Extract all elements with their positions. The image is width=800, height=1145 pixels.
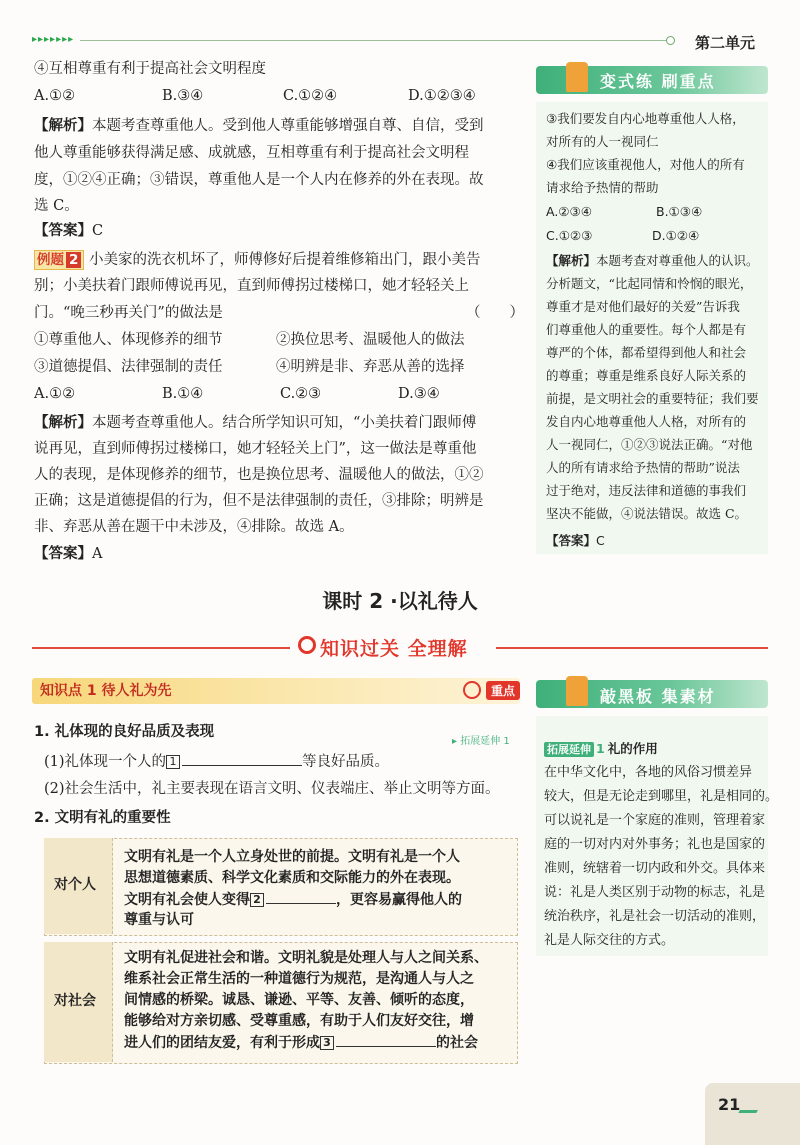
header-arrows: ▸▸▸▸▸▸▸ [32, 34, 75, 45]
analysis-2-line-4: 正确；这是道德提倡的行为，但不是法律强制的责任，③排除；明辨是 [34, 493, 484, 509]
ex2-choice-4: ④明辨是非、弃恶从善的选择 [276, 359, 465, 375]
page-number: 21 [718, 1095, 741, 1114]
blank-number-3: 3 [320, 1036, 334, 1050]
side1-analysis-1: 【解析】本题考查对尊重他人的认识。 [546, 253, 759, 268]
row-label-individual: 对个人 [54, 877, 96, 893]
option-b-2: B.①④ [162, 386, 204, 402]
answer-2: 【答案】A [34, 545, 103, 562]
analysis-tag: 【解析】 [34, 117, 92, 134]
side1-line-4: 请求给予热情的帮助 [546, 180, 659, 195]
side2-line-2: 较大，但是无论走到哪里，礼是相同的。 [544, 789, 779, 804]
section-2-title: 2. 文明有礼的重要性 [34, 810, 171, 826]
fill-blank-3 [336, 1032, 436, 1047]
side1-line-1: ③我们要发自内心地尊重他人人格， [546, 111, 745, 126]
row2-line-1: 文明有礼促进社会和谐。文明礼貌是处理人与人之间关系、 [124, 950, 488, 966]
row1-line-3: 文明有礼会使人变得 2 ，更容易赢得他人的 [124, 889, 462, 911]
side1-line-2: 对所有的人一视同仁 [546, 134, 659, 149]
example-2-line-1: 例题 2 小美家的洗衣机坏了，师傅修好后提着维修箱出门，跟小美告 [34, 247, 481, 273]
row2-line-4: 能够给对方亲切感、受尊重感，有助于人们友好交往，增 [124, 1013, 474, 1029]
row2-line-5: 进人们的团结友爱，有利于形成 3 的社会 [124, 1032, 478, 1054]
option-line-4: ④互相尊重有利于提高社会文明程度 [34, 61, 266, 77]
analysis-2-line-2: 说再见，直到师傅拐过楼梯口，她才轻轻关上门”，这一做法是尊重他 [34, 441, 477, 457]
option-c-1: C.①②④ [283, 88, 338, 104]
side2-line-4: 庭的一切对内对外事务；礼也是国家的 [544, 837, 766, 852]
ext-title-line: 拓展延伸 1 礼的作用 [544, 738, 658, 761]
side1-option-d: D.①②④ [652, 228, 700, 243]
section-1-title: 1. 礼体现的良好品质及表现 [34, 724, 215, 740]
header-rule [80, 40, 670, 41]
ex2-choice-1: ①尊重他人、体现修养的细节 [34, 332, 223, 348]
character-icon [566, 62, 588, 92]
option-b-1: B.③④ [162, 88, 204, 104]
page-corner [705, 1083, 800, 1145]
side1-analysis-3: 尊重才是对他们最好的关爱”告诉我 [546, 299, 740, 314]
row-label-society: 对社会 [54, 993, 96, 1009]
example-2-line-3: 门。“晚三秒再关门”的做法是 [34, 305, 223, 321]
lesson-title: 课时 2 ·以礼待人 [322, 589, 478, 613]
analysis-1-line-1: 【解析】本题考查尊重他人。受到他人尊重能够增强自尊、自信，受到 [34, 117, 484, 134]
side1-analysis-2: 分析题文，“比起同情和怜悯的眼光， [546, 276, 753, 291]
side2-line-5: 准则，统辖着一切内政和外交。具体来 [544, 861, 766, 876]
side-title-blackboard: 敲黑板 集素材 [600, 687, 716, 706]
row2-line-3: 间情感的桥梁。诚恳、谦逊、平等、友善、倾听的态度， [124, 992, 474, 1008]
blank-number-1: 1 [166, 755, 180, 769]
unit-title: 第二单元 [695, 34, 756, 52]
sec1-line-2: (2)社会生活中，礼主要表现在语言文明、仪表端庄、举止文明等方面。 [44, 781, 500, 797]
side1-analysis-8: 发自内心地尊重他人人格，对所有的 [546, 414, 747, 429]
side1-analysis-10: 人的所有请求给予热情的帮助”说法 [546, 460, 740, 475]
side-title-practice: 变式练 刷重点 [600, 72, 716, 91]
sec1-line-1: (1)礼体现一个人的 1 等良好品质。 [44, 749, 389, 775]
analysis-2-line-3: 人的表现，是体现修养的细节，也是换位思考、温暖他人的做法，①② [34, 467, 484, 483]
key-point-badge: 重点 [486, 681, 520, 700]
analysis-1-line-3: 度，①②④正确；③错误，尊重他人是一个人内在修养的外在表现。故 [34, 172, 484, 188]
knowledge-point-label: 知识点 1 待人礼为先 [40, 683, 172, 699]
side1-analysis-7: 前提，是文明社会的重要特征；我们要 [546, 391, 759, 406]
option-d-2: D.③④ [398, 386, 440, 402]
option-a-1: A.①② [34, 88, 76, 104]
option-a-2: A.①② [34, 386, 76, 402]
side1-analysis-11: 过于绝对，违反法律和道德的事我们 [546, 483, 747, 498]
side1-analysis-6: 的尊重；尊重是维系良好人际关系的 [546, 368, 747, 383]
fill-blank-1 [182, 751, 302, 766]
side1-analysis-12: 坚决不能做，④说法错误。故选 C。 [546, 506, 748, 521]
row1-line-1: 文明有礼是一个人立身处世的前提。文明有礼是一个人 [124, 849, 460, 865]
row1-line-4: 尊重与认可 [124, 912, 194, 928]
character-icon [566, 676, 588, 706]
side1-line-3: ④我们应该重视他人，对他人的所有 [546, 157, 745, 172]
side2-line-1: 在中华文化中，各地的风俗习惯差异 [544, 765, 753, 780]
extension-tag: ▸ 拓展延伸 1 [452, 736, 510, 747]
side2-line-6: 说：礼是人类区别于动物的标志，礼是 [544, 885, 766, 900]
ex2-choice-2: ②换位思考、温暖他人的做法 [276, 332, 465, 348]
analysis-1-line-4: 选 C。 [34, 198, 79, 214]
row2-line-2: 维系社会正常生活的一种道德行为规范，是沟通人与人之 [124, 971, 474, 987]
ex2-choice-3: ③道德提倡、法律强制的责任 [34, 359, 223, 375]
header-dot-icon [666, 36, 675, 45]
side1-option-b: B.①③④ [656, 204, 703, 219]
analysis-2-line-1: 【解析】本题考查尊重他人。结合所学知识可知，“小美扶着门跟师傅 [34, 414, 477, 431]
answer-1: 【答案】C [34, 222, 104, 239]
side1-option-a: A.②③④ [546, 204, 592, 219]
side1-analysis-4: 们尊重他人的重要性。每个人都是有 [546, 322, 747, 337]
analysis-1-line-2: 他人尊重能够获得满足感、成就感，互相尊重有利于提高社会文明程 [34, 145, 469, 161]
banner-title: 知识过关 全理解 [320, 638, 468, 660]
side1-analysis-5: 尊严的个体，都希望得到他人和社会 [546, 345, 747, 360]
target-icon [463, 681, 481, 699]
row1-line-2: 思想道德素质、科学文化素质和交际能力的外在表现。 [124, 870, 460, 886]
option-d-1: D.①②③④ [408, 88, 476, 104]
extension-badge: 拓展延伸 [544, 742, 594, 757]
side1-analysis-9: 人一视同仁，①②③说法正确。“对他 [546, 437, 753, 452]
analysis-2-line-5: 非、弃恶从善在题干中未涉及，④排除。故选 A。 [34, 519, 354, 535]
side2-line-8: 礼是人际交往的方式。 [544, 933, 675, 948]
side2-line-3: 可以说礼是一个家庭的准则，管理着家 [544, 813, 766, 828]
example-2-line-2: 别；小美扶着门跟师傅说再见，直到师傅拐过楼梯口，她才轻轻关上 [34, 278, 469, 294]
blank-number-2: 2 [250, 893, 264, 907]
side2-line-7: 统治秩序，礼是社会一切活动的准则， [544, 909, 766, 924]
fill-blank-2 [266, 889, 336, 904]
option-c-2: C.②③ [280, 386, 322, 402]
side1-option-c: C.①②③ [546, 228, 593, 243]
swirl-icon [298, 636, 316, 654]
example-label: 例题 2 [34, 250, 84, 270]
side1-answer: 【答案】C [546, 533, 605, 548]
answer-paren: （ ） [466, 305, 524, 321]
